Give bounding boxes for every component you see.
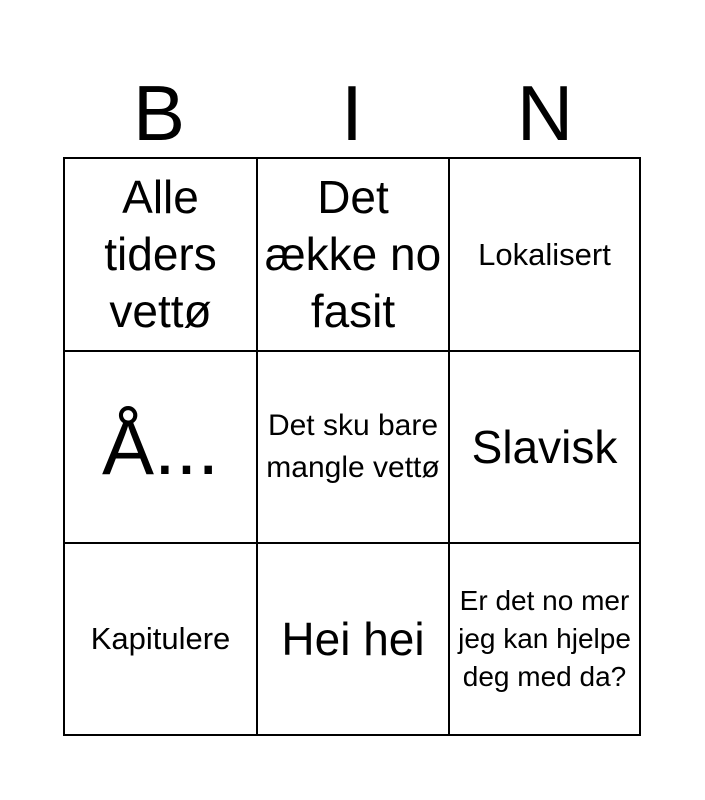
bingo-cell[interactable] xyxy=(450,544,639,734)
bingo-cell-text: Lokalisert xyxy=(478,236,611,272)
bingo-cell-text: Slavisk xyxy=(471,420,618,473)
bingo-cell-text: Det sku bare mangle vettø xyxy=(266,409,440,484)
bingo-cell[interactable] xyxy=(450,159,639,350)
bingo-header xyxy=(63,68,641,158)
bingo-cell-text: Er det no mer jeg kan hjelpe deg med da? xyxy=(458,585,631,692)
bingo-cell-text: Alle tiders vettø xyxy=(104,171,217,337)
bingo-cell[interactable] xyxy=(65,544,256,734)
header-letter-i: I xyxy=(341,69,363,157)
bingo-cell-text: Kapitulere xyxy=(90,621,231,656)
bingo-cell-text: Å... xyxy=(101,403,220,491)
bingo-cell[interactable] xyxy=(450,352,639,542)
bingo-cell[interactable] xyxy=(258,159,448,350)
bingo-card-grid xyxy=(63,157,641,736)
bingo-cell[interactable] xyxy=(258,352,448,542)
bingo-cell[interactable] xyxy=(258,544,448,734)
header-letter-n: N xyxy=(516,69,574,157)
header-letter-b: B xyxy=(132,69,186,157)
bingo-cell[interactable] xyxy=(65,159,256,350)
bingo-cell[interactable] xyxy=(65,352,256,542)
bingo-cell-text: Hei hei xyxy=(281,612,425,665)
bingo-cell-text: Det ække no fasit xyxy=(264,171,442,337)
